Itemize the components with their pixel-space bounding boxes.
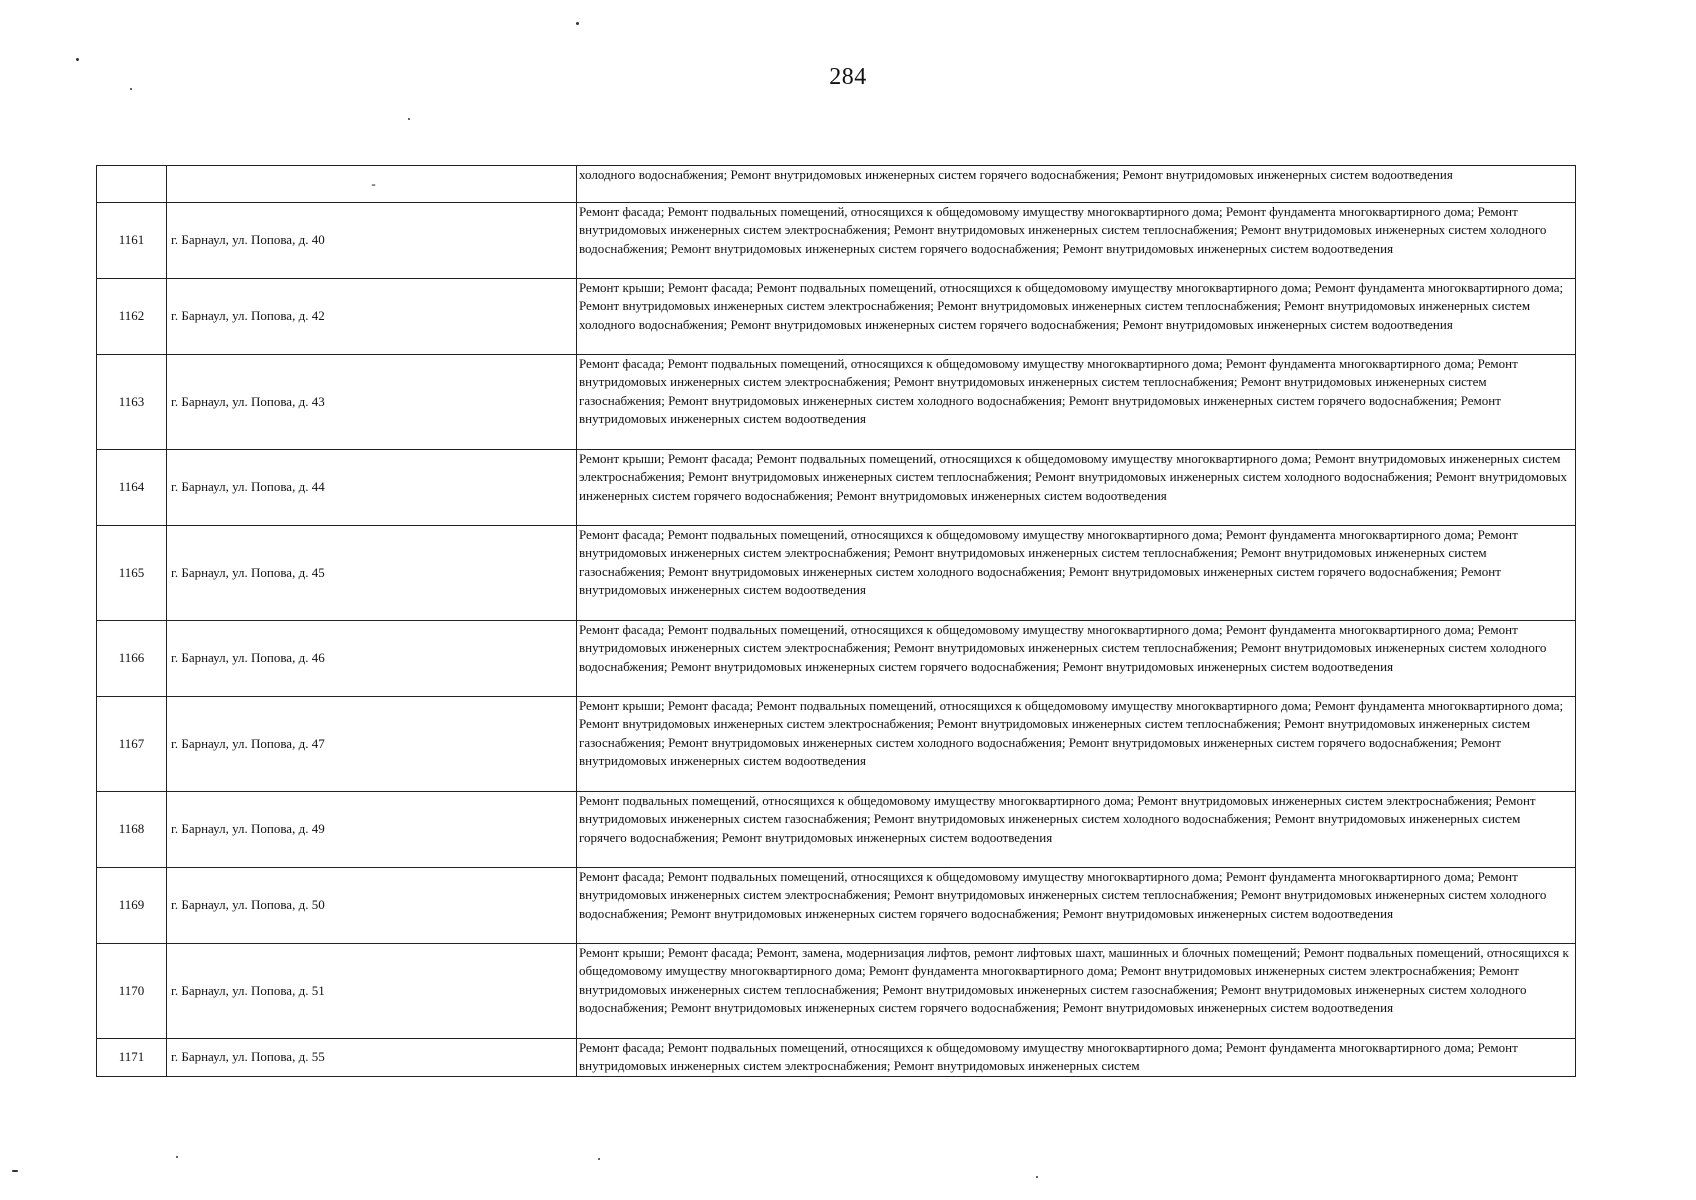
table-row — [97, 203, 1576, 279]
works-cell — [577, 450, 1576, 526]
works-cell — [577, 279, 1576, 355]
works-text: Ремонт фасада; Ремонт подвальных помещений, относящихся к общедомовому имуществу многоквартирного дома; Ремонт фундамента многоквартирного дома; Ремонт внутридомовых инженерных систем электроснабжения; Ремонт внутридомовых инженерных систем теплоснабжения; Ремонт внутридомовых инженерных систем газоснабжения; Ремонт внутридомовых инженерных систем холодного водоснабжения; Ремонт внутридомовых инженерных систем горячего водоснабжения; Ремонт внутридомовых инженерных систем водоотведения — [579, 356, 1518, 427]
scan-speck — [130, 88, 132, 90]
table-row — [97, 1039, 1576, 1077]
address-cell: г. Барнаул, ул. Попова, д. 46 — [167, 621, 577, 697]
row-number-cell: 1169 — [97, 868, 167, 944]
works-text: Ремонт крыши; Ремонт фасада; Ремонт подвальных помещений, относящихся к общедомовому имуществу многоквартирного дома; Ремонт фундамента многоквартирного дома; Ремонт внутридомовых инженерных систем электроснабжения; Ремонт внутридомовых инженерных систем теплоснабжения; Ремонт внутридомовых инженерных систем холодного водоснабжения; Ремонт внутридомовых инженерных систем горячего водоснабжения; Ремонт внутридомовых инженерных систем водоотведения — [579, 280, 1564, 332]
row-number-cell: 1170 — [97, 944, 167, 1039]
row-number-cell: 1171 — [97, 1039, 167, 1077]
scan-speck — [12, 1170, 18, 1172]
address-cell: г. Барнаул, ул. Попова, д. 47 — [167, 697, 577, 792]
address-cell: г. Барнаул, ул. Попова, д. 50 — [167, 868, 577, 944]
address-cell: г. Барнаул, ул. Попова, д. 43 — [167, 355, 577, 450]
works-text: Ремонт фасада; Ремонт подвальных помещений, относящихся к общедомовому имуществу многоквартирного дома; Ремонт фундамента многоквартирного дома; Ремонт внутридомовых инженерных систем электроснабжения; Ремонт внутридомовых инженерных систем — [579, 1040, 1518, 1074]
works-cell — [577, 792, 1576, 868]
table-row — [97, 621, 1576, 697]
works-text: Ремонт крыши; Ремонт фасада; Ремонт подвальных помещений, относящихся к общедомовому имуществу многоквартирного дома; Ремонт фундамента многоквартирного дома; Ремонт внутридомовых инженерных систем электроснабжения; Ремонт внутридомовых инженерных систем теплоснабжения; Ремонт внутридомовых инженерных систем газоснабжения; Ремонт внутридомовых инженерных систем холодного водоснабжения; Ремонт внутридомовых инженерных систем горячего водоснабжения; Ремонт внутридомовых инженерных систем водоотведения — [579, 698, 1564, 769]
works-cell — [577, 166, 1576, 203]
scan-speck — [408, 118, 410, 120]
table-row — [97, 697, 1576, 792]
works-text: холодного водоснабжения; Ремонт внутридомовых инженерных систем горячего водоснабжения; Ремонт внутридомовых инженерных систем водоотведения — [579, 167, 1453, 182]
address-cell: г. Барнаул, ул. Попова, д. 55 — [167, 1039, 577, 1077]
address-cell: - — [167, 166, 577, 203]
row-number-cell: 1162 — [97, 279, 167, 355]
page-number: 284 — [829, 64, 867, 90]
works-cell — [577, 203, 1576, 279]
row-number-cell: 1161 — [97, 203, 167, 279]
works-cell — [577, 355, 1576, 450]
address-cell: г. Барнаул, ул. Попова, д. 42 — [167, 279, 577, 355]
works-cell — [577, 944, 1576, 1039]
table-row — [97, 526, 1576, 621]
works-cell — [577, 868, 1576, 944]
address-cell: г. Барнаул, ул. Попова, д. 51 — [167, 944, 577, 1039]
table-body — [97, 166, 1576, 1077]
scan-speck — [76, 58, 79, 61]
works-text: Ремонт фасада; Ремонт подвальных помещений, относящихся к общедомовому имуществу многоквартирного дома; Ремонт фундамента многоквартирного дома; Ремонт внутридомовых инженерных систем электроснабжения; Ремонт внутридомовых инженерных систем теплоснабжения; Ремонт внутридомовых инженерных систем холодного водоснабжения; Ремонт внутридомовых инженерных систем горячего водоснабжения; Ремонт внутридомовых инженерных систем водоотведения — [579, 204, 1547, 256]
works-cell — [577, 697, 1576, 792]
table-row-continuation — [97, 166, 1576, 203]
scan-speck — [598, 1158, 600, 1160]
works-cell — [577, 526, 1576, 621]
row-number-cell: 1164 — [97, 450, 167, 526]
row-number-cell — [97, 166, 167, 203]
address-cell: г. Барнаул, ул. Попова, д. 44 — [167, 450, 577, 526]
scan-speck — [1036, 1176, 1038, 1178]
scan-speck — [576, 22, 579, 25]
address-cell: г. Барнаул, ул. Попова, д. 49 — [167, 792, 577, 868]
works-cell — [577, 621, 1576, 697]
row-number-cell: 1165 — [97, 526, 167, 621]
table-row — [97, 944, 1576, 1039]
table-row — [97, 279, 1576, 355]
table-row — [97, 450, 1576, 526]
table-row — [97, 792, 1576, 868]
scan-speck — [176, 1156, 178, 1158]
address-cell: г. Барнаул, ул. Попова, д. 45 — [167, 526, 577, 621]
works-text: Ремонт фасада; Ремонт подвальных помещений, относящихся к общедомовому имуществу многоквартирного дома; Ремонт фундамента многоквартирного дома; Ремонт внутридомовых инженерных систем электроснабжения; Ремонт внутридомовых инженерных систем теплоснабжения; Ремонт внутридомовых инженерных систем холодного водоснабжения; Ремонт внутридомовых инженерных систем горячего водоснабжения; Ремонт внутридомовых инженерных систем водоотведения — [579, 622, 1547, 674]
row-number-cell: 1163 — [97, 355, 167, 450]
works-text: Ремонт крыши; Ремонт фасада; Ремонт подвальных помещений, относящихся к общедомовому имуществу многоквартирного дома; Ремонт внутридомовых инженерных систем электроснабжения; Ремонт внутридомовых инженерных систем теплоснабжения; Ремонт внутридомовых инженерных систем холодного водоснабжения; Ремонт внутридомовых инженерных систем горячего водоснабжения; Ремонт внутридомовых инженерных систем водоотведения — [579, 451, 1567, 503]
table-row — [97, 868, 1576, 944]
works-text: Ремонт фасада; Ремонт подвальных помещений, относящихся к общедомовому имуществу многоквартирного дома; Ремонт фундамента многоквартирного дома; Ремонт внутридомовых инженерных систем электроснабжения; Ремонт внутридомовых инженерных систем теплоснабжения; Ремонт внутридомовых инженерных систем газоснабжения; Ремонт внутридомовых инженерных систем холодного водоснабжения; Ремонт внутридомовых инженерных систем горячего водоснабжения; Ремонт внутридомовых инженерных систем водоотведения — [579, 527, 1518, 598]
works-text: Ремонт крыши; Ремонт фасада; Ремонт, замена, модернизация лифтов, ремонт лифтовых шахт, машинных и блочных помещений; Ремонт подвальных помещений, относящихся к общедомовому имуществу многоквартирного дома; Ремонт фундамента многоквартирного дома; Ремонт внутридомовых инженерных систем электроснабжения; Ремонт внутридомовых инженерных систем теплоснабжения; Ремонт внутридомовых инженерных систем газоснабжения; Ремонт внутридомовых инженерных систем холодного водоснабжения; Ремонт внутридомовых инженерных систем горячего водоснабжения; Ремонт внутридомовых инженерных систем водоотведения — [579, 945, 1569, 1016]
address-cell: г. Барнаул, ул. Попова, д. 40 — [167, 203, 577, 279]
works-cell — [577, 1039, 1576, 1077]
row-number-cell: 1166 — [97, 621, 167, 697]
repair-program-table — [96, 165, 1576, 1077]
table-row — [97, 355, 1576, 450]
works-text: Ремонт фасада; Ремонт подвальных помещений, относящихся к общедомовому имуществу многоквартирного дома; Ремонт фундамента многоквартирного дома; Ремонт внутридомовых инженерных систем электроснабжения; Ремонт внутридомовых инженерных систем теплоснабжения; Ремонт внутридомовых инженерных систем холодного водоснабжения; Ремонт внутридомовых инженерных систем горячего водоснабжения; Ремонт внутридомовых инженерных систем водоотведения — [579, 869, 1547, 921]
works-text: Ремонт подвальных помещений, относящихся к общедомовому имуществу многоквартирного дома; Ремонт внутридомовых инженерных систем электроснабжения; Ремонт внутридомовых инженерных систем газоснабжения; Ремонт внутридомовых инженерных систем холодного водоснабжения; Ремонт внутридомовых инженерных систем горячего водоснабжения; Ремонт внутридомовых инженерных систем водоотведения — [579, 793, 1536, 845]
row-number-cell: 1168 — [97, 792, 167, 868]
row-number-cell: 1167 — [97, 697, 167, 792]
